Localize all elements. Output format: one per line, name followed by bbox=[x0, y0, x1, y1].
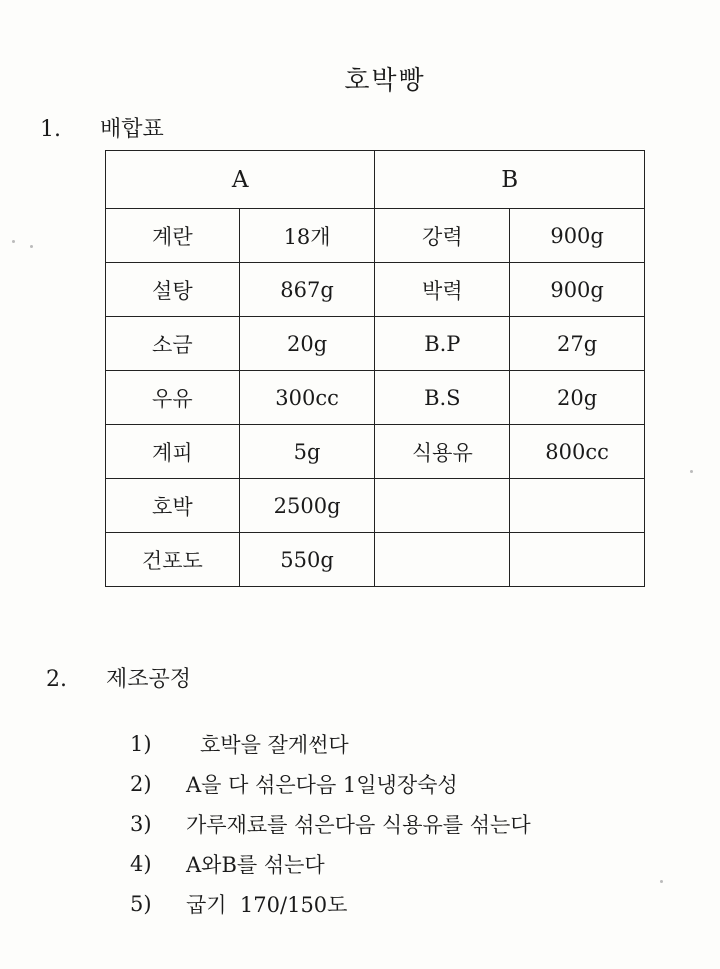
ingredient-a-name: 계란 bbox=[106, 209, 240, 263]
ingredient-b-name: 강력 bbox=[375, 209, 510, 263]
ingredient-a-amount: 18개 bbox=[239, 209, 375, 263]
ingredient-b-amount: 900g bbox=[510, 209, 645, 263]
step-number: 5) bbox=[130, 892, 152, 916]
step-number: 3) bbox=[130, 812, 152, 836]
step-number: 2) bbox=[130, 772, 152, 796]
list-item bbox=[130, 764, 531, 804]
ingredient-b-name: B.S bbox=[375, 371, 510, 425]
recipe-table bbox=[105, 150, 645, 587]
table-row bbox=[106, 425, 645, 479]
ingredient-a-name: 건포도 bbox=[106, 533, 240, 587]
ingredient-b-amount bbox=[510, 479, 645, 533]
ingredient-a-name: 계피 bbox=[106, 425, 240, 479]
table-row bbox=[106, 263, 645, 317]
ingredient-a-amount: 550g bbox=[239, 533, 375, 587]
section-title: 배합표 bbox=[100, 117, 164, 142]
scan-speck bbox=[690, 470, 693, 473]
scan-speck bbox=[30, 245, 33, 248]
table-row bbox=[106, 317, 645, 371]
section-number: 2. bbox=[46, 667, 67, 692]
step-text: 호박을 잘게썬다 bbox=[200, 733, 349, 757]
column-group-a-header: A bbox=[106, 151, 375, 209]
list-item bbox=[130, 844, 531, 884]
process-steps-list bbox=[130, 724, 531, 924]
table-row bbox=[106, 479, 645, 533]
ingredient-b-name: 식용유 bbox=[375, 425, 510, 479]
ingredient-a-name: 소금 bbox=[106, 317, 240, 371]
ingredient-b-amount bbox=[510, 533, 645, 587]
ingredient-a-name: 설탕 bbox=[106, 263, 240, 317]
ingredient-b-amount: 20g bbox=[510, 371, 645, 425]
ingredient-b-name: 박력 bbox=[375, 263, 510, 317]
section-heading-process bbox=[46, 662, 191, 693]
ingredient-b-name bbox=[375, 533, 510, 587]
ingredient-a-name: 우유 bbox=[106, 371, 240, 425]
step-text: 가루재료를 섞은다음 식용유를 섞는다 bbox=[186, 813, 531, 837]
ingredient-a-amount: 5g bbox=[239, 425, 375, 479]
ingredient-b-amount: 800cc bbox=[510, 425, 645, 479]
step-number: 4) bbox=[130, 852, 152, 876]
step-text: A을 다 섞은다음 1일냉장숙성 bbox=[186, 773, 458, 797]
list-item bbox=[130, 724, 531, 764]
page-title: 호박빵 bbox=[344, 66, 426, 96]
table-row bbox=[106, 209, 645, 263]
section-title: 제조공정 bbox=[106, 667, 192, 692]
step-number: 1) bbox=[130, 732, 152, 756]
list-item bbox=[130, 804, 531, 844]
step-text: 굽기 170/150도 bbox=[186, 893, 348, 917]
scan-speck bbox=[12, 240, 15, 243]
section-heading-recipe-table bbox=[40, 112, 164, 143]
column-group-b-header: B bbox=[375, 151, 645, 209]
ingredient-a-amount: 20g bbox=[239, 317, 375, 371]
ingredient-b-name: B.P bbox=[375, 317, 510, 371]
ingredient-a-amount: 867g bbox=[239, 263, 375, 317]
section-number: 1. bbox=[40, 117, 61, 142]
ingredient-a-amount: 2500g bbox=[239, 479, 375, 533]
list-item bbox=[130, 884, 531, 924]
table-row bbox=[106, 533, 645, 587]
ingredient-a-amount: 300cc bbox=[239, 371, 375, 425]
ingredient-b-amount: 900g bbox=[510, 263, 645, 317]
step-text: A와B를 섞는다 bbox=[186, 853, 325, 877]
scan-speck bbox=[660, 880, 663, 883]
table-row bbox=[106, 371, 645, 425]
ingredient-b-amount: 27g bbox=[510, 317, 645, 371]
table-header-row bbox=[106, 151, 645, 209]
ingredient-a-name: 호박 bbox=[106, 479, 240, 533]
ingredient-b-name bbox=[375, 479, 510, 533]
